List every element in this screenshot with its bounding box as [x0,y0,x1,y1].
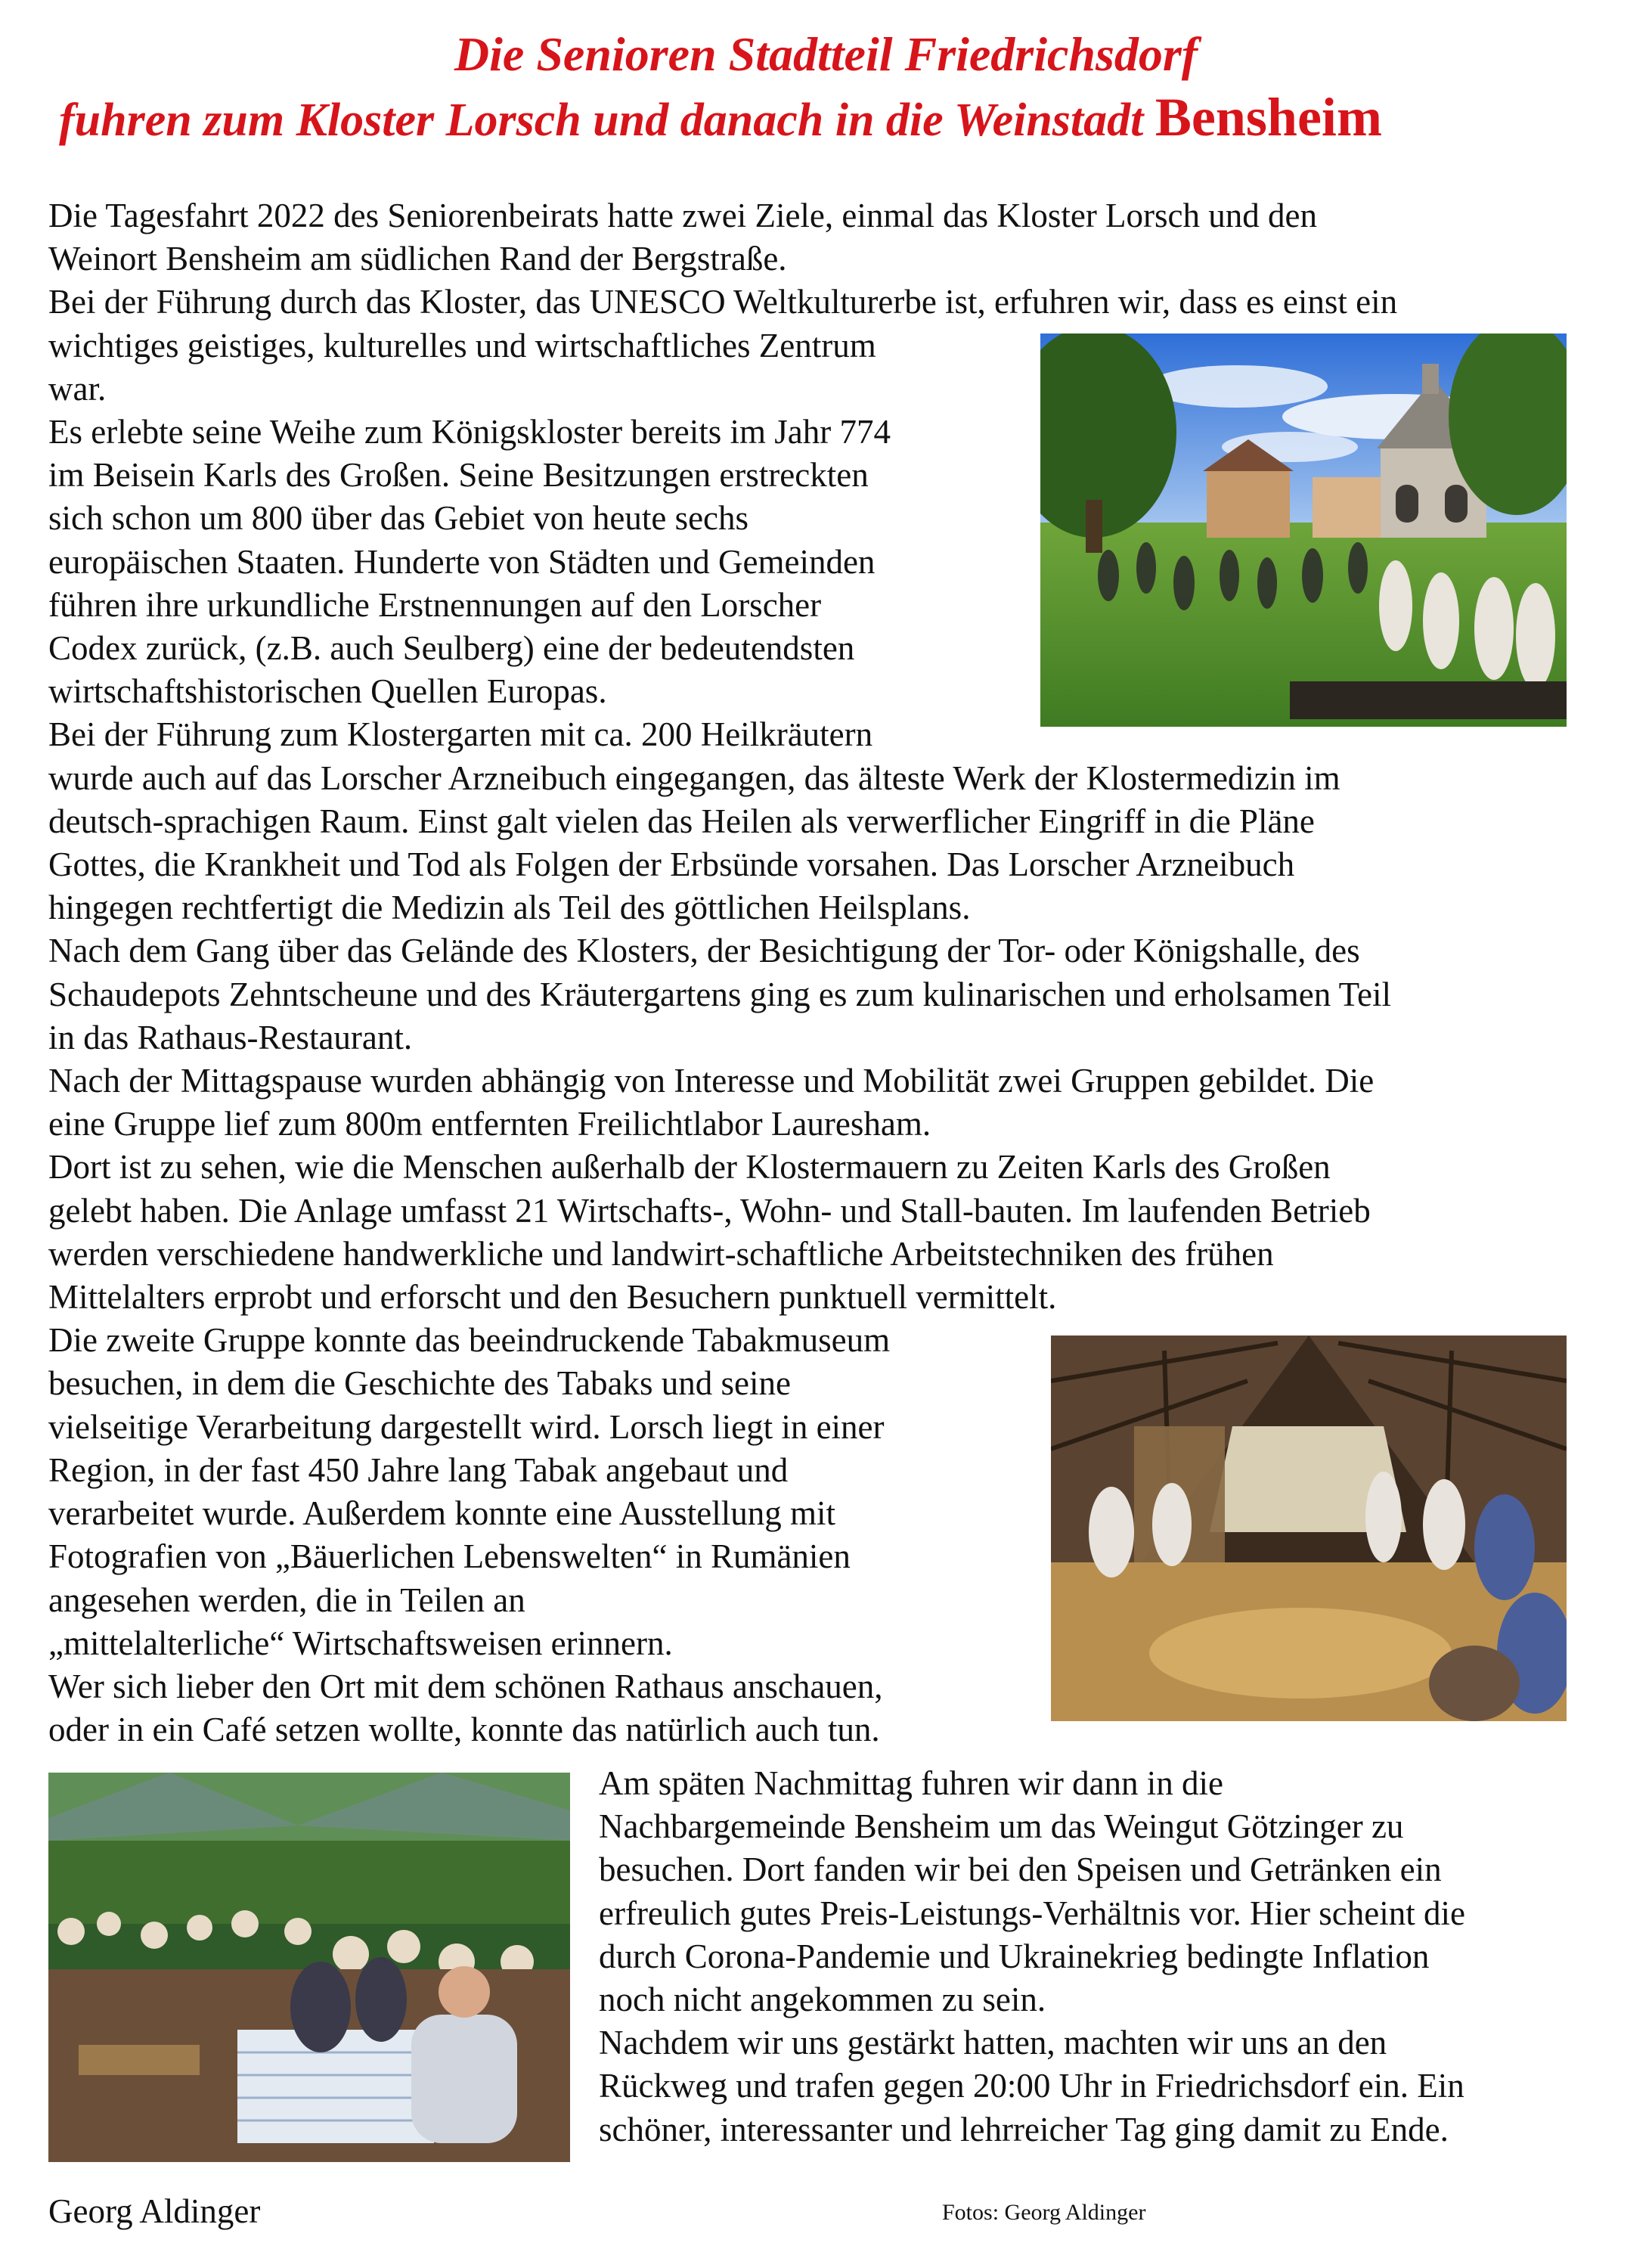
text-line: deutsch-sprachigen Raum. Einst galt vielen das Heilen als verwerflicher Eingriff in die Pläne [48,802,1315,840]
text-line: in das Rathaus-Restaurant. [48,1018,413,1056]
text-line: Dort ist zu sehen, wie die Menschen außerhalb der Klostermauern zu Zeiten Karls des Großen [48,1148,1331,1187]
article-body-right [599,1762,1465,2151]
text-line: Nachbargemeinde Bensheim um das Weingut Götzinger zu [599,1807,1404,1846]
text-line: Die zweite Gruppe konnte das beeindruckende Tabakmuseum [48,1321,891,1360]
text-line: Am späten Nachmittag fuhren wir dann in die [599,1764,1224,1802]
text-line: im Beisein Karls des Großen. Seine Besitzungen erstreckten [48,456,869,495]
text-line: sich schon um 800 über das Gebiet von heute sechs [48,499,749,538]
text-line: Fotografien von „Bäuerlichen Lebenswelten“ in Rumänien [48,1537,851,1576]
subheadline-emphasis: Bensheim [1155,87,1382,147]
subheadline-text: fuhren zum Kloster Lorsch und danach in die Weinstadt [59,95,1155,146]
weingut-photo [48,1773,570,2162]
text-line: hingegen rechtfertigt die Medizin als Teil des göttlichen Heilsplans. [48,889,971,927]
text-line: Weinort Bensheim am südlichen Rand der Bergstraße. [48,240,787,278]
text-line: vielseitige Verarbeitung dargestellt wird. Lorsch liegt in einer [48,1407,885,1446]
lauresham-photo [1051,1336,1567,1721]
text-line: Bei der Führung durch das Kloster, das UNESCO Weltkulturerbe ist, erfuhren wir, dass es einst ein [48,283,1398,321]
text-line: Schaudepots Zehntscheune und des Kräutergartens ging es zum kulinarischen und erholsamen Teil [48,975,1391,1013]
text-line: durch Corona-Pandemie und Ukrainekrieg bedingte Inflation [599,1937,1430,1975]
text-line: Region, in der fast 450 Jahre lang Tabak angebaut und [48,1450,789,1489]
text-line: werden verschiedene handwerkliche und landwirt-schaftliche Arbeitstechniken des frühen [48,1234,1274,1273]
text-line: besuchen. Dort fanden wir bei den Speisen und Getränken ein [599,1850,1442,1889]
text-line: „mittelalterliche“ Wirtschaftsweisen erinnern. [48,1624,673,1662]
text-line: verarbeitet wurde. Außerdem konnte eine Ausstellung mit [48,1494,835,1533]
text-line: wichtiges geistiges, kulturelles und wirtschaftliches Zentrum [48,326,876,365]
text-line: Gottes, die Krankheit und Tod als Folgen der Erbsünde vorsahen. Das Lorscher Arzneibuch [48,845,1295,884]
author-signature: Georg Aldinger [48,2192,261,2230]
text-line: Bei der Führung zum Klostergarten mit ca. 200 Heilkräutern [48,715,873,754]
text-line: erfreulich gutes Preis-Leistungs-Verhältnis vor. Hier scheint die [599,1894,1465,1932]
text-line: Es erlebte seine Weihe zum Königskloster bereits im Jahr 774 [48,413,891,451]
text-line: Wer sich lieber den Ort mit dem schönen Rathaus anschauen, [48,1667,883,1705]
text-line: Nach der Mittagspause wurden abhängig von Interesse und Mobilität zwei Gruppen gebildet. Die [48,1062,1375,1100]
photo-credit: Fotos: Georg Aldinger [942,2200,1146,2225]
text-line: wirtschaftshistorischen Quellen Europas. [48,672,607,711]
text-line: europäischen Staaten. Hunderte von Städten und Gemeinden [48,542,876,581]
text-line: Rückweg und trafen gegen 20:00 Uhr in Friedrichsdorf ein. Ein [599,2067,1464,2105]
text-line: noch nicht angekommen zu sein. [599,1981,1046,2019]
text-line: Mittelalters erprobt und erforscht und den Besuchern punktuell vermittelt. [48,1278,1057,1317]
text-line: wurde auch auf das Lorscher Arzneibuch eingegangen, das älteste Werk der Klostermedizin im [48,758,1341,797]
subheadline [59,89,1647,148]
text-line: Codex zurück, (z.B. auch Seulberg) eine der bedeutendsten [48,629,855,668]
text-line: war. [48,369,107,408]
text-line: gelebt haben. Die Anlage umfasst 21 Wirtschafts-, Wohn- und Stall-bauten. Im laufenden Betrieb [48,1191,1371,1230]
monastery-photo [1040,333,1567,727]
text-line: Nach dem Gang über das Gelände des Klosters, der Besichtigung der Tor- oder Königshalle, des [48,932,1360,970]
text-line: Nachdem wir uns gestärkt hatten, machten wir uns an den [599,2024,1387,2062]
text-line: eine Gruppe lief zum 800m entfernten Freilichtlabor Lauresham. [48,1105,931,1143]
text-line: schöner, interessanter und lehrreicher Tag ging damit zu Ende. [599,2110,1449,2148]
headline: Die Senioren Stadtteil Friedrichsdorf [454,27,1198,81]
text-line: führen ihre urkundliche Erstnennungen auf den Lorscher [48,585,822,624]
text-line: angesehen werden, die in Teilen an [48,1581,525,1619]
text-line: Die Tagesfahrt 2022 des Seniorenbeirats hatte zwei Ziele, einmal das Kloster Lorsch und den [48,197,1317,234]
text-line: oder in ein Café setzen wollte, konnte das natürlich auch tun. [48,1711,880,1749]
text-line: besuchen, in dem die Geschichte des Tabaks und seine [48,1364,791,1403]
